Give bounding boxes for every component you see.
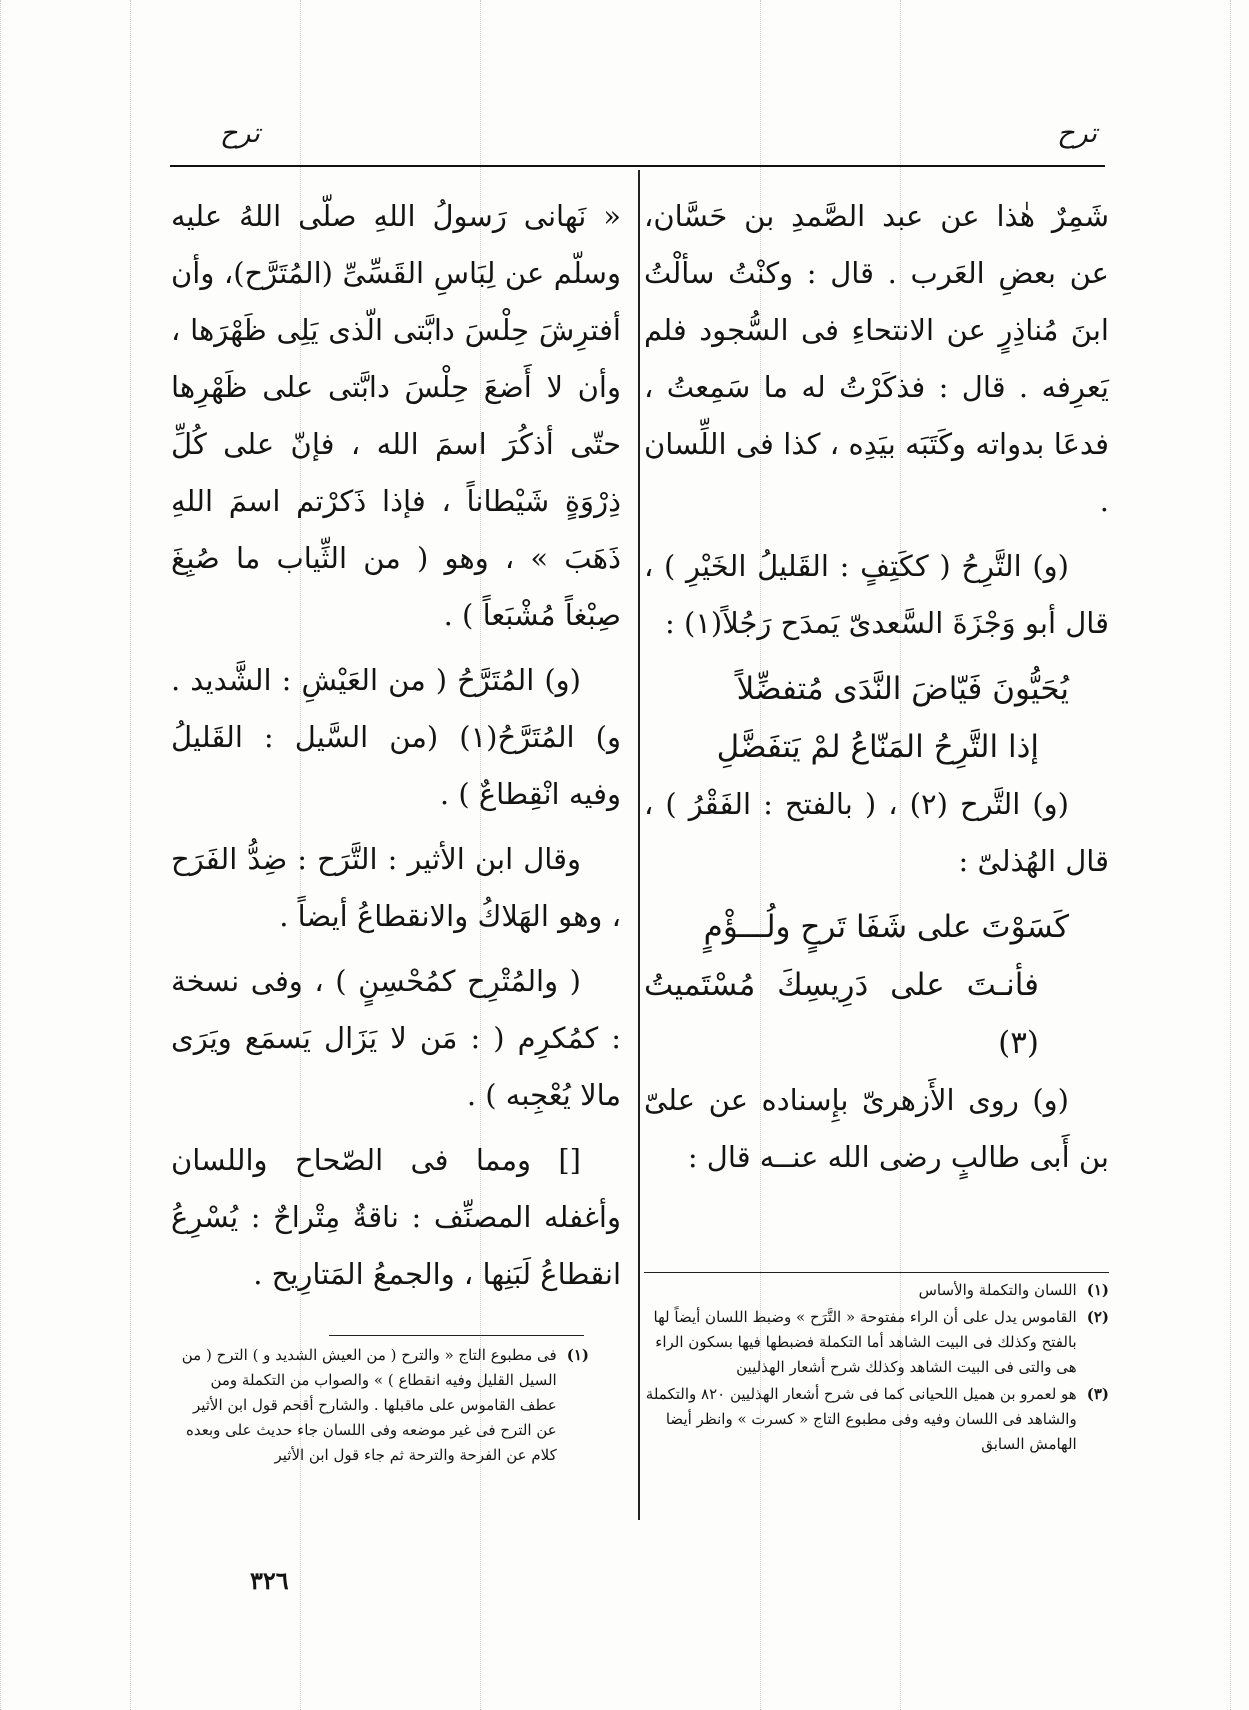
- footnote-text: فى مطبوع التاج « والترح ( من العيش الشديد و ) الترح ( من السيل القليل وفيه انقطاع ) » والصواب من التكملة ومن عطف القاموس على ماقبلها . والشارح أقحم قول ابن الأثير عن الترح فى غير موضعه وفى اللسان جاء حديث على وبعده كلام عن الفرحة والترحة ثم جاء قول ابن الأثير: [181, 1346, 557, 1464]
- paragraph: ( والمُتْرِح كمُحْسِنٍ ) ، وفى نسخة : كمُكرِم ( : مَن لا يَزَال يَسمَع ويَرَى مالا يُعْجِبه ) .: [171, 964, 621, 1112]
- paragraph: وقال ابن الأثير : التَّرَح : ضِدُّ الفَرَح ، وهو الهَلاكُ والانقطاعُ أيضاً .: [171, 842, 621, 933]
- paragraph: (و) التَّرِحُ ( ككَتِفٍ : القَليلُ الخَيْرِ ) ، قال أبو وَجْزَةَ السَّعدىّ يَمدَح رَجُلاً(١) :: [644, 549, 1109, 640]
- footnotes-right: [644, 1278, 1109, 1459]
- scan-grid-line: [1230, 0, 1231, 1710]
- paragraph: شَمِرٌ هٰذا عن عبد الصَّمدِ بن حَسَّان، عن بعضِ العَرب . قال : وكنْتُ سألْتُ ابنَ مُناذِرٍ عن الانتحاءِ فى السُّجود فلم يَعرِفه . قال : فذكَرْتُ له ما سَمِعتُ ، فدعَا بدواته وكَتَبَه بيَدِه ، كذا فى اللِّسان .: [644, 199, 1109, 518]
- verse-line: يُحَيُّونَ فَيّاضَ النَّدَى مُتفضِّلاً: [736, 671, 1069, 707]
- header-rule: [170, 165, 1105, 167]
- left-column: [171, 188, 621, 1308]
- paragraph: (و) التَّرح (٢) ، ( بالفتح : الفَقْرُ ) ، قال الهُذلىّ :: [644, 787, 1109, 878]
- footnote-rule: [329, 1335, 584, 1336]
- running-head-right: ترح: [1057, 118, 1097, 149]
- footnote: [644, 1382, 1109, 1457]
- footnote-text: اللسان والتكملة والأساس: [918, 1281, 1077, 1299]
- scan-grid-line: [130, 0, 131, 1710]
- paragraph: (و) المُتَرَّحُ ( من العَيْشِ : الشَّديد . و) المُتَرَّحُ(١) (من السَّيل : القَليلُ وفيه انْقِطاعٌ ) .: [171, 663, 621, 811]
- column-divider: [638, 170, 640, 1520]
- footnote: [169, 1343, 589, 1468]
- footnote-number: (١): [566, 1346, 589, 1364]
- verse-line: فأنـتَ على دَرِيسِكَ مُسْتَميتُ (٣): [644, 967, 1039, 1061]
- footnotes-left: [169, 1343, 589, 1470]
- footnote-text: هو لعمرو بن هميل اللحيانى كما فى شرح أشعار الهذليين ٨٢٠ والتكملة والشاهد فى اللسان وفيه وفى مطبوع التاج « كسرت » وانظر أيضا الهامش السابق: [645, 1385, 1077, 1453]
- footnote-number: (٢): [1086, 1308, 1109, 1326]
- verse-line: إذا التَّرِحُ المَنّاعُ لمْ يَتفَضَّلِ: [716, 729, 1039, 765]
- footnote-number: (١): [1086, 1281, 1109, 1299]
- right-column: [644, 188, 1109, 1248]
- footnote-text: القاموس يدل على أن الراء مفتوحة « التَّرَح » وضبط اللسان أيضاً لها بالفتح وكذلك فى البيت الشاهد أما التكملة فضبطها فيها بسكون الراء هى والتى فى البيت الشاهد وكذلك شرح أشعار الهذليين: [653, 1308, 1077, 1376]
- footnote: [644, 1305, 1109, 1380]
- footnote-number: (٣): [1086, 1385, 1109, 1403]
- footnote-rule: [644, 1272, 1109, 1273]
- scan-grid-line: [0, 0, 1, 1710]
- running-head-left: ترح: [220, 118, 260, 149]
- footnote: [644, 1278, 1109, 1303]
- page-number: ٣٢٦: [250, 1566, 289, 1595]
- verse-line: كَسَوْتَ على شَفَا تَرحٍ ولُـــؤْمٍ: [703, 909, 1069, 945]
- paragraph: [] ومما فى الصّحاح واللسان وأغفله المصنِّف : ناقةٌ مِتْراحٌ : يُسْرِعُ انقطاعُ لَبَنِها ، والجمعُ المَتارِيح .: [171, 1143, 621, 1291]
- paragraph: « نَهانى رَسولُ اللهِ صلّى اللهُ عليه وسلّم عن لِبَاسِ القَسِّىِّ (المُتَرَّح)، وأن أفترِشَ حِلْسَ دابَّتى الّذى يَلِى ظَهْرَها ، وأن لا أَضعَ حِلْسَ دابَّتى على ظَهْرِها حتّى أذكُرَ اسمَ الله ، فإنّ على كُلِّ ذِرْوَةٍ شَيْطاناً ، فإذا ذَكرْتم اسمَ اللهِ ذَهَبَ » ، وهو ( من الثِّياب ما صُبِغَ صِبْغاً مُشْبَعاً ) .: [171, 199, 621, 632]
- paragraph: (و) روى الأَزهرىّ بإِسناده عن علىّ بن أَبى طالبٍ رضى الله عنــه قال :: [644, 1083, 1109, 1174]
- page-header: [170, 118, 1105, 158]
